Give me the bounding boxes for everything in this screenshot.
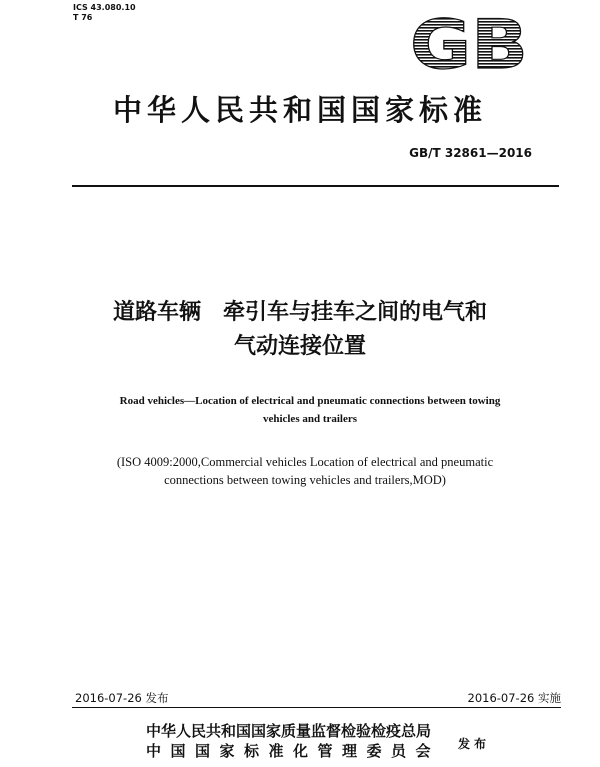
classification-codes xyxy=(73,3,136,23)
gb-logo-lettering: GB xyxy=(410,12,528,74)
standard-category-title: 中华人民共和国国家标准 xyxy=(112,93,487,127)
header-divider xyxy=(72,185,559,187)
issue-date: 2016-07-26 发布 xyxy=(75,691,169,705)
english-title-line2: vehicles and trailers xyxy=(262,413,358,425)
chinese-title-line1 xyxy=(40,296,560,330)
iso-reference-line1: (ISO 4009:2000,Commercial vehicles Location of electrical and pneumatic xyxy=(116,455,494,469)
publisher-aqsiq: 中华人民共和国国家质量监督检验检疫总局 xyxy=(146,722,432,740)
chinese-title-topic: 牵引车与挂车之间的电气和 xyxy=(223,300,488,325)
iso-reference xyxy=(60,453,550,489)
chinese-title-line2: 气动连接位置 xyxy=(233,334,366,359)
footer-divider xyxy=(72,707,561,708)
chinese-title xyxy=(40,296,560,364)
english-title xyxy=(60,392,560,428)
english-title-line1: Road vehicles—Location of electrical and pneumatic connections between towing xyxy=(119,395,501,407)
ccs-code: T 76 xyxy=(73,13,93,22)
ics-code: ICS 43.080.10 xyxy=(73,3,136,12)
publisher-sac: 中国国家标准化管理委员会 xyxy=(146,742,441,760)
iso-reference-line2: connections between towing vehicles and trailers,MOD) xyxy=(164,473,446,487)
publish-label: 发布 xyxy=(458,737,491,751)
gb-logo xyxy=(408,12,530,74)
publishers xyxy=(146,721,440,761)
implementation-date: 2016-07-26 实施 xyxy=(467,691,561,705)
chinese-title-subject: 道路车辆 xyxy=(112,300,201,325)
standard-number: GB/T 32861—2016 xyxy=(409,146,532,160)
